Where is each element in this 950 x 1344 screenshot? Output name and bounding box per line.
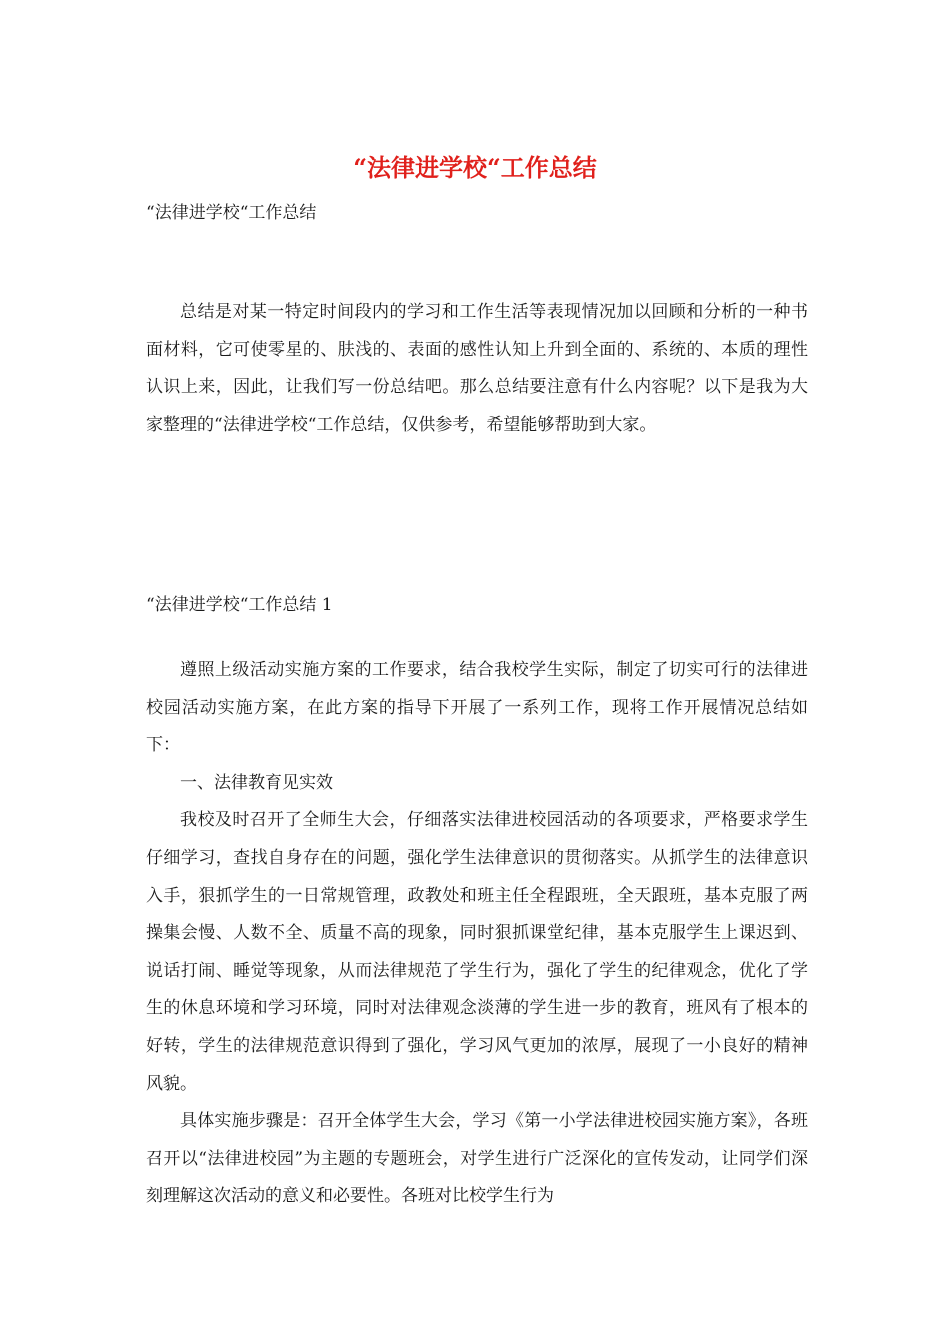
body-paragraph-2: 我校及时召开了全师生大会，仔细落实法律进校园活动的各项要求，严格要求学生仔细学习，查找自身存在的问题，强化学生法律意识的贯彻落实。从抓学生的法律意识入手，狠抓学生的一日常规管理，政教处和班主任全程跟班，全天跟班，基本克服了两操集会慢、人数不全、质量不高的现象，同时狠抓课堂纪律，基本克服学生上课迟到、说话打闹、睡觉等现象，从而法律规范了学生行为，强化了学生的纪律观念，优化了学生的休息环境和学习环境，同时对法律观念淡薄的学生进一步的教育，班风有了根本的好转，学生的法律规范意识得到了强化，学习风气更加的浓厚，展现了一小良好的精神风貌。	[146, 810, 808, 1094]
body-heading-1: 一、法律教育见实效	[180, 772, 333, 793]
intro-block	[146, 294, 808, 444]
body-paragraph-1: 遵照上级活动实施方案的工作要求，结合我校学生实际，制定了切实可行的法律进校园活动实施方案，在此方案的指导下开展了一系列工作，现将工作开展情况总结如下：	[146, 660, 808, 756]
section-heading: “法律进学校“工作总结 1	[146, 595, 333, 615]
body-paragraph-3: 具体实施步骤是：召开全体学生大会，学习《第一小学法律进校园实施方案》，各班召开以“法律进校园”为主题的专题班会，对学生进行广泛深化的宣传发动，让同学们深刻理解这次活动的意义和必要性。各班对比校学生行为	[146, 1111, 808, 1207]
document-subtitle: “法律进学校“工作总结	[146, 203, 317, 223]
document-title: “法律进学校“工作总结	[353, 153, 597, 182]
intro-paragraph: 总结是对某一特定时间段内的学习和工作生活等表现情况加以回顾和分析的一种书面材料，它可使零星的、肤浅的、表面的感性认知上升到全面的、系统的、本质的理性认识上来，因此，让我们写一份总结吧。那么总结要注意有什么内容呢？以下是我为大家整理的“法律进学校“工作总结，仅供参考，希望能够帮助到大家。	[146, 302, 808, 435]
main-body	[146, 652, 808, 1216]
